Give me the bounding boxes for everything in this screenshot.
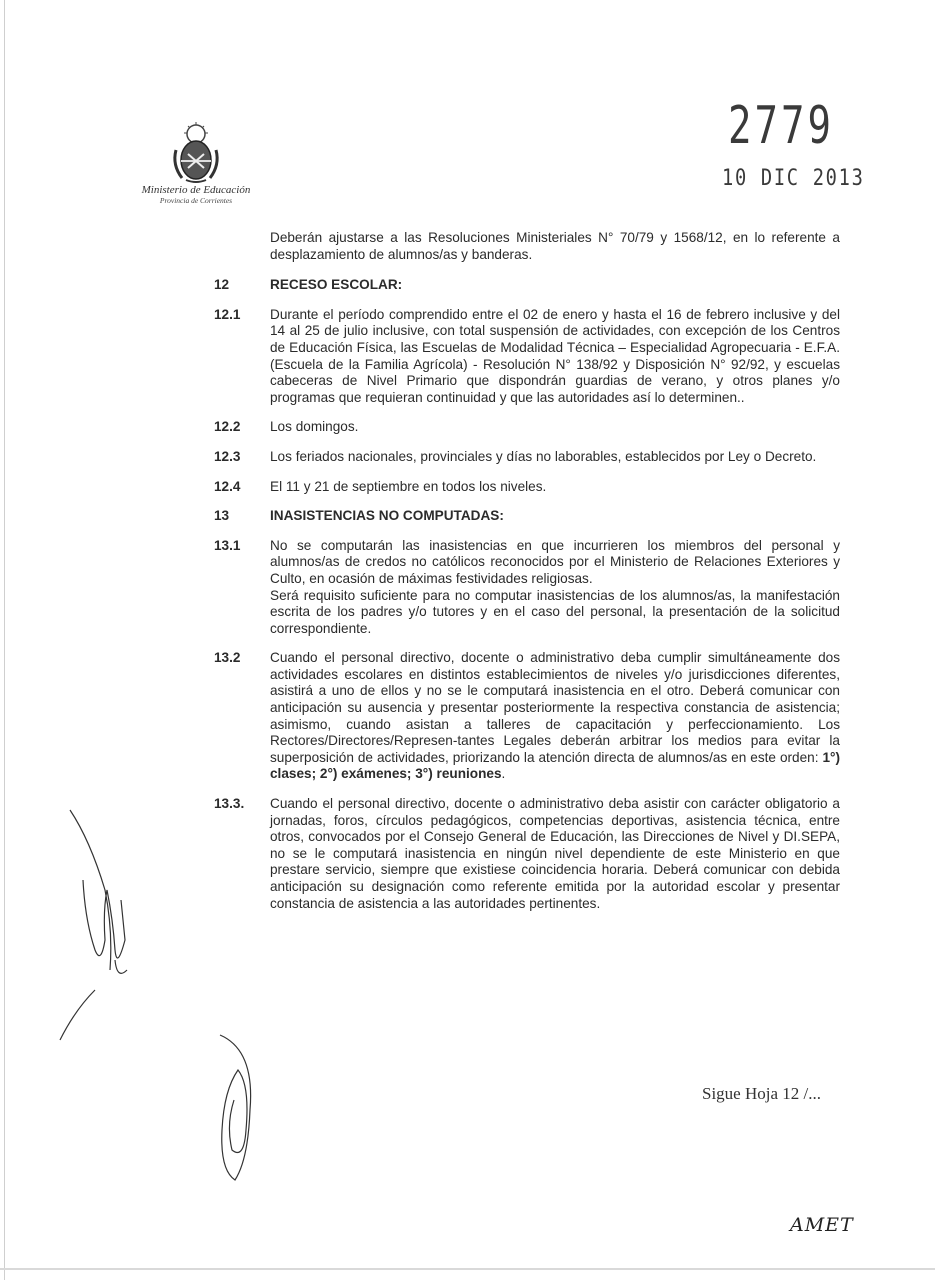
handwritten-signature-bottom <box>210 1030 270 1190</box>
section-number: 12.3 <box>214 448 241 464</box>
section-13-1 <box>214 538 840 638</box>
section-text-end: . <box>501 766 506 782</box>
section-text: El 11 y 21 de septiembre en todos los niveles. <box>270 478 547 494</box>
section-text-part: Será requisito suficiente para no computar inasistencias de los alumnos/as, la manifestación escrita de los padres y/o tutores y en el caso del personal, la presentación de la solicitud correspondiente. <box>270 587 840 636</box>
section-title: RECESO ESCOLAR: <box>270 277 403 293</box>
section-13-2 <box>214 650 840 783</box>
section-text <box>270 650 840 783</box>
page-edge <box>4 0 5 1280</box>
handwritten-signature-left <box>55 800 145 1050</box>
section-number: 13 <box>214 508 230 524</box>
section-12-4 <box>214 479 840 496</box>
section-number: 12.1 <box>214 306 241 322</box>
section-text-part: No se computarán las inasistencias en que incurrieren los miembros del personal y alumnos/as de credos no católicos reconocidos por el Ministerio de Relaciones Exteriores y Culto, en ocasión de máximas festividades religiosas. <box>270 537 840 586</box>
coat-of-arms-icon <box>168 120 224 186</box>
section-number: 13.2 <box>214 650 241 666</box>
resolution-date-stamp: 10 DIC 2013 <box>722 166 865 191</box>
section-number: 13.3. <box>214 796 245 812</box>
section-text: Cuando el personal directivo, docente o administrativo deba asistir con carácter obligatorio a jornadas, foros, círculos pedagógicos, competencias deportivas, asistencia técnica, entre otros, convocados por el Consejo General de Educación, las Direcciones de Nivel y DI.SEPA, no se le computará inasistencia en ningún nivel dependiente de este Ministerio en que prestare servicio, siempre que existiese coincidencia horaria. Deberá comunicar con debida anticipación su designación como referente emitida por la autoridad escolar y presentar constancia de asistencia a las autoridades pertinentes. <box>270 796 840 911</box>
section-number: 12 <box>214 277 230 293</box>
section-text: Los feriados nacionales, provinciales y días no laborables, establecidos por Ley o Decreto. <box>270 448 817 464</box>
section-number: 13.1 <box>214 537 241 553</box>
page-bottom-edge <box>0 1268 935 1270</box>
section-text-part: Cuando el personal directivo, docente o administrativo deba cumplir simultáneamente dos actividades escolares en distintos establecimientos de niveles y/o jurisdicciones diferentes, asistirá a uno de ellos y no se le computará inasistencia en el otro. Deberá comunicar con anticipación su ausencia y presentar posteriormente la respectiva constancia de asistencia; asimismo, cuando asistan a talleres de capacitación y perfeccionamiento. Los Rectores/Directores/Represen-tantes Legales deberán arbitrar los medios para evitar la superposición de actividades, priorizando la atención directa de alumnos/as en este orden: <box>270 650 840 765</box>
priority-order: 1°) clases; 2°) exámenes; 3°) reuniones <box>270 749 840 782</box>
section-13 <box>214 508 840 525</box>
handwritten-note: AMET <box>790 1214 854 1236</box>
section-number: 12.2 <box>214 419 241 435</box>
ministry-name: Ministerio de Educación <box>141 184 251 196</box>
section-text: Durante el período comprendido entre el 02 de enero y hasta el 16 de febrero inclusive y del 14 al 25 de julio inclusive, con total suspensión de actividades, con excepción de los Centros de Educación Física, las Escuelas de Modalidad Técnica – Especialidad Agropecuaria - E.F.A. (Escuela de la Familia Agrícola) - Resolución N° 138/92 y Disposición N° 92/92, y escuelas cabeceras de Nivel Primario que dispondrán guardias de verano, y otros planes y/o programas que requieran continuidad y que las autoridades así lo determinen.. <box>270 306 840 405</box>
section-text: Los domingos. <box>270 419 359 435</box>
intro-paragraph: Deberán ajustarse a las Resoluciones Ministeriales N° 70/79 y 1568/12, en lo referente a desplazamiento de alumnos/as y banderas. <box>270 230 840 262</box>
ministry-header <box>136 120 256 205</box>
section-text <box>270 538 840 638</box>
continuation-note: Sigue Hoja 12 /... <box>702 1084 821 1103</box>
province-name: Provincia de Corrientes <box>159 196 233 205</box>
section-number: 12.4 <box>214 478 241 494</box>
resolution-number-stamp: 2779 <box>728 96 834 156</box>
section-13-3 <box>214 796 840 912</box>
document-body <box>214 230 840 925</box>
section-title: INASISTENCIAS NO COMPUTADAS: <box>270 508 504 524</box>
section-12 <box>214 277 840 294</box>
section-12-2 <box>214 419 840 436</box>
section-12-1 <box>214 307 840 407</box>
section-12-3 <box>214 449 840 466</box>
